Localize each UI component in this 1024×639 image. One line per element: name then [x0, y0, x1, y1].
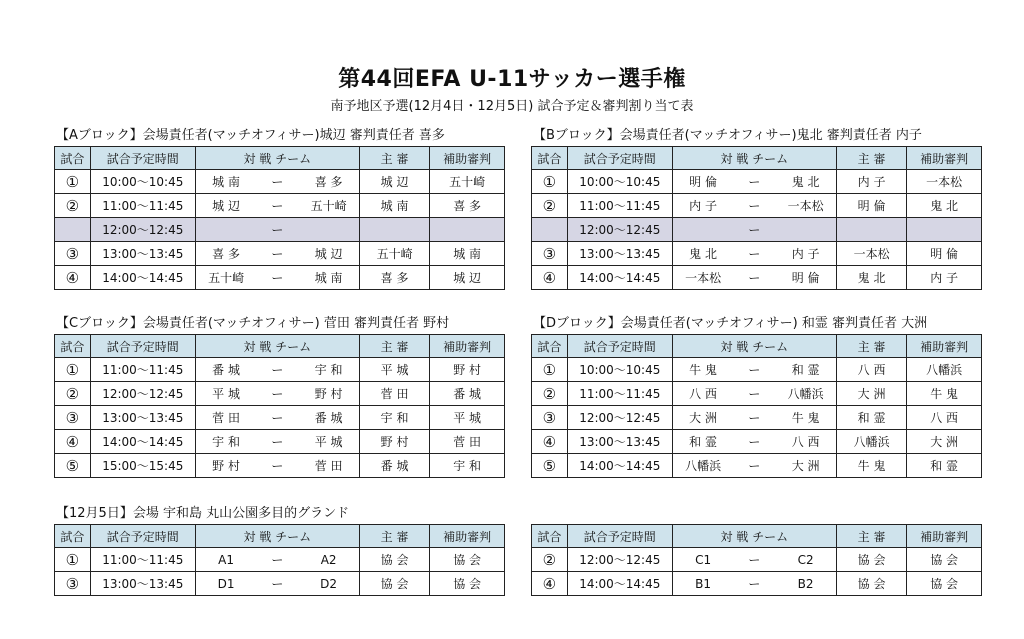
break-empty-cell [430, 218, 505, 242]
assistant-referee: 協 会 [430, 548, 505, 572]
assistant-referee: 一本松 [907, 170, 982, 194]
match-number: ① [532, 170, 568, 194]
versus-dash: ー [256, 382, 298, 406]
break-empty-cell [298, 218, 359, 242]
away-team: 大 洲 [775, 454, 836, 478]
match-number: ⑤ [55, 454, 91, 478]
header-referee: 主 審 [836, 525, 906, 548]
away-team: C2 [775, 548, 836, 572]
match-time: 11:00〜11:45 [90, 548, 195, 572]
match-time: 10:00〜10:45 [567, 358, 672, 382]
match-row [532, 242, 982, 266]
versus-dash: ー [733, 572, 775, 596]
match-time: 12:00〜12:45 [567, 406, 672, 430]
main-referee: 協 会 [359, 572, 429, 596]
break-row [532, 218, 982, 242]
assistant-referee: 八幡浜 [907, 358, 982, 382]
match-number: ④ [55, 430, 91, 454]
match-time: 11:00〜11:45 [90, 358, 195, 382]
header-time: 試合予定時間 [567, 525, 672, 548]
main-referee: 協 会 [836, 548, 906, 572]
home-team: B1 [672, 572, 733, 596]
versus-dash: ー [733, 242, 775, 266]
header-time: 試合予定時間 [90, 147, 195, 170]
match-number: ① [55, 170, 91, 194]
home-team: A1 [195, 548, 256, 572]
header-time: 試合予定時間 [90, 525, 195, 548]
main-referee: 鬼 北 [836, 266, 906, 290]
assistant-referee: 城 辺 [430, 266, 505, 290]
versus-dash: ー [256, 266, 298, 290]
assistant-referee: 五十崎 [430, 170, 505, 194]
main-referee: 協 会 [359, 548, 429, 572]
header-referee: 主 審 [359, 525, 429, 548]
home-team: 明 倫 [672, 170, 733, 194]
home-team: 八 西 [672, 382, 733, 406]
break-empty-cell [359, 218, 429, 242]
page-subtitle: 南予地区予選(12月4日・12月5日) 試合予定＆審判割り当て表 [330, 99, 694, 114]
header-match: 試合 [532, 525, 568, 548]
versus-dash: ー [733, 382, 775, 406]
header-assistant: 補助審判 [907, 335, 982, 358]
away-team: 城 辺 [298, 242, 359, 266]
match-row [532, 194, 982, 218]
main-referee: 八 西 [836, 358, 906, 382]
header-referee: 主 審 [359, 335, 429, 358]
away-team: B2 [775, 572, 836, 596]
home-team: 内 子 [672, 194, 733, 218]
versus-dash: ー [733, 170, 775, 194]
assistant-referee: 協 会 [907, 548, 982, 572]
match-time: 15:00〜15:45 [90, 454, 195, 478]
header-teams: 対 戦 チーム [195, 147, 359, 170]
home-team: 鬼 北 [672, 242, 733, 266]
assistant-referee: 和 霊 [907, 454, 982, 478]
versus-dash: ー [733, 548, 775, 572]
away-team: 喜 多 [298, 170, 359, 194]
main-referee: 番 城 [359, 454, 429, 478]
assistant-referee: 八 西 [907, 406, 982, 430]
match-time: 13:00〜13:45 [90, 406, 195, 430]
break-time: 12:00〜12:45 [567, 218, 672, 242]
header-referee: 主 審 [836, 335, 906, 358]
match-time: 14:00〜14:45 [567, 572, 672, 596]
versus-dash: ー [256, 406, 298, 430]
away-team: 一本松 [775, 194, 836, 218]
versus-dash: ー [733, 266, 775, 290]
match-number: ③ [55, 572, 91, 596]
assistant-referee: 鬼 北 [907, 194, 982, 218]
away-team: 八幡浜 [775, 382, 836, 406]
away-team: 菅 田 [298, 454, 359, 478]
assistant-referee: 宇 和 [430, 454, 505, 478]
header-time: 試合予定時間 [567, 335, 672, 358]
away-team: 八 西 [775, 430, 836, 454]
header-teams: 対 戦 チーム [672, 335, 836, 358]
match-time: 14:00〜14:45 [567, 454, 672, 478]
break-empty-cell [836, 218, 906, 242]
block-b-label: 【Bブロック】会場責任者(マッチオフィサー)鬼北 審判責任者 内子 [533, 128, 922, 143]
away-team: 野 村 [298, 382, 359, 406]
header-match: 試合 [55, 147, 91, 170]
match-row [532, 548, 982, 572]
main-referee: 平 城 [359, 358, 429, 382]
day2-label: 【12月5日】会場 宇和島 丸山公園多目的グランド [56, 506, 350, 521]
header-time: 試合予定時間 [567, 147, 672, 170]
header-assistant: 補助審判 [907, 147, 982, 170]
header-row [55, 147, 505, 170]
break-match-cell [55, 218, 91, 242]
match-row [532, 406, 982, 430]
home-team: 一本松 [672, 266, 733, 290]
match-number: ① [55, 358, 91, 382]
match-row [55, 430, 505, 454]
away-team: 平 城 [298, 430, 359, 454]
match-time: 10:00〜10:45 [567, 170, 672, 194]
header-row [532, 147, 982, 170]
match-time: 14:00〜14:45 [567, 266, 672, 290]
match-number: ⑤ [532, 454, 568, 478]
main-referee: 大 洲 [836, 382, 906, 406]
block-c-label: 【Cブロック】会場責任者(マッチオフィサー) 菅田 審判責任者 野村 [56, 316, 450, 331]
header-teams: 対 戦 チーム [195, 525, 359, 548]
block-a-table [54, 146, 505, 290]
assistant-referee: 番 城 [430, 382, 505, 406]
day2-left-table [54, 524, 505, 596]
match-row [532, 358, 982, 382]
assistant-referee: 野 村 [430, 358, 505, 382]
away-team: 鬼 北 [775, 170, 836, 194]
assistant-referee: 城 南 [430, 242, 505, 266]
header-assistant: 補助審判 [430, 147, 505, 170]
away-team: 和 霊 [775, 358, 836, 382]
versus-dash: ー [256, 358, 298, 382]
match-number: ④ [55, 266, 91, 290]
away-team: A2 [298, 548, 359, 572]
match-time: 14:00〜14:45 [90, 266, 195, 290]
break-empty-cell [775, 218, 836, 242]
header-assistant: 補助審判 [430, 525, 505, 548]
versus-dash: ー [256, 194, 298, 218]
header-match: 試合 [55, 525, 91, 548]
match-time: 11:00〜11:45 [567, 194, 672, 218]
assistant-referee: 協 会 [430, 572, 505, 596]
match-number: ③ [532, 242, 568, 266]
main-referee: 城 南 [359, 194, 429, 218]
break-dash: ー [256, 218, 298, 242]
header-row [532, 335, 982, 358]
header-referee: 主 審 [359, 147, 429, 170]
match-row [55, 194, 505, 218]
match-row [532, 170, 982, 194]
away-team: 牛 鬼 [775, 406, 836, 430]
away-team: 五十崎 [298, 194, 359, 218]
header-row [55, 525, 505, 548]
main-referee: 和 霊 [836, 406, 906, 430]
main-referee: 八幡浜 [836, 430, 906, 454]
header-assistant: 補助審判 [907, 525, 982, 548]
away-team: 内 子 [775, 242, 836, 266]
away-team: 宇 和 [298, 358, 359, 382]
header-teams: 対 戦 チーム [672, 525, 836, 548]
match-time: 13:00〜13:45 [90, 242, 195, 266]
match-number: ② [55, 194, 91, 218]
header-match: 試合 [532, 335, 568, 358]
away-team: D2 [298, 572, 359, 596]
block-b-table [531, 146, 982, 290]
match-number: ④ [532, 572, 568, 596]
versus-dash: ー [256, 548, 298, 572]
main-referee: 宇 和 [359, 406, 429, 430]
home-team: 平 城 [195, 382, 256, 406]
versus-dash: ー [733, 454, 775, 478]
home-team: 菅 田 [195, 406, 256, 430]
home-team: 番 城 [195, 358, 256, 382]
break-row [55, 218, 505, 242]
match-row [532, 454, 982, 478]
assistant-referee: 大 洲 [907, 430, 982, 454]
match-row [532, 266, 982, 290]
match-time: 13:00〜13:45 [567, 242, 672, 266]
match-number: ③ [532, 406, 568, 430]
main-referee: 協 会 [836, 572, 906, 596]
main-referee: 菅 田 [359, 382, 429, 406]
assistant-referee: 平 城 [430, 406, 505, 430]
match-row [532, 430, 982, 454]
match-number: ③ [55, 406, 91, 430]
versus-dash: ー [256, 430, 298, 454]
match-time: 12:00〜12:45 [567, 548, 672, 572]
header-row [532, 525, 982, 548]
header-row [55, 335, 505, 358]
match-row [55, 170, 505, 194]
assistant-referee: 菅 田 [430, 430, 505, 454]
home-team: 城 南 [195, 170, 256, 194]
versus-dash: ー [733, 406, 775, 430]
versus-dash: ー [256, 454, 298, 478]
assistant-referee: 明 倫 [907, 242, 982, 266]
match-row [55, 406, 505, 430]
main-referee: 喜 多 [359, 266, 429, 290]
match-number: ④ [532, 266, 568, 290]
home-team: 大 洲 [672, 406, 733, 430]
match-number: ③ [55, 242, 91, 266]
match-row [55, 454, 505, 478]
match-row [55, 358, 505, 382]
away-team: 番 城 [298, 406, 359, 430]
header-match: 試合 [532, 147, 568, 170]
match-number: ② [532, 194, 568, 218]
match-row [532, 382, 982, 406]
block-d-label: 【Dブロック】会場責任者(マッチオフィサー) 和霊 審判責任者 大洲 [533, 316, 928, 331]
home-team: 城 辺 [195, 194, 256, 218]
main-referee: 五十崎 [359, 242, 429, 266]
main-referee: 内 子 [836, 170, 906, 194]
main-referee: 明 倫 [836, 194, 906, 218]
header-teams: 対 戦 チーム [195, 335, 359, 358]
match-number: ② [55, 382, 91, 406]
match-row [55, 548, 505, 572]
match-row [55, 242, 505, 266]
versus-dash: ー [256, 170, 298, 194]
away-team: 城 南 [298, 266, 359, 290]
match-time: 13:00〜13:45 [567, 430, 672, 454]
break-dash: ー [733, 218, 775, 242]
home-team: 野 村 [195, 454, 256, 478]
break-match-cell [532, 218, 568, 242]
day2-right-table [531, 524, 982, 596]
main-referee: 牛 鬼 [836, 454, 906, 478]
match-time: 10:00〜10:45 [90, 170, 195, 194]
versus-dash: ー [733, 430, 775, 454]
main-referee: 野 村 [359, 430, 429, 454]
assistant-referee: 牛 鬼 [907, 382, 982, 406]
match-time: 14:00〜14:45 [90, 430, 195, 454]
match-time: 12:00〜12:45 [90, 382, 195, 406]
break-time: 12:00〜12:45 [90, 218, 195, 242]
break-empty-cell [672, 218, 733, 242]
main-referee: 一本松 [836, 242, 906, 266]
header-time: 試合予定時間 [90, 335, 195, 358]
header-match: 試合 [55, 335, 91, 358]
match-row [55, 382, 505, 406]
match-time: 11:00〜11:45 [90, 194, 195, 218]
match-time: 13:00〜13:45 [90, 572, 195, 596]
block-a-label: 【Aブロック】会場責任者(マッチオフィサー)城辺 審判責任者 喜多 [56, 128, 445, 143]
block-d-table [531, 334, 982, 478]
versus-dash: ー [733, 358, 775, 382]
home-team: 八幡浜 [672, 454, 733, 478]
versus-dash: ー [733, 194, 775, 218]
break-empty-cell [907, 218, 982, 242]
home-team: 和 霊 [672, 430, 733, 454]
assistant-referee: 喜 多 [430, 194, 505, 218]
home-team: 宇 和 [195, 430, 256, 454]
match-time: 11:00〜11:45 [567, 382, 672, 406]
match-number: ① [55, 548, 91, 572]
match-row [532, 572, 982, 596]
header-assistant: 補助審判 [430, 335, 505, 358]
assistant-referee: 協 会 [907, 572, 982, 596]
page-title: 第44回EFA U-11サッカー選手権 [338, 67, 686, 92]
break-empty-cell [195, 218, 256, 242]
home-team: 五十崎 [195, 266, 256, 290]
match-number: ① [532, 358, 568, 382]
match-number: ② [532, 382, 568, 406]
match-row [55, 266, 505, 290]
header-referee: 主 審 [836, 147, 906, 170]
home-team: D1 [195, 572, 256, 596]
match-row [55, 572, 505, 596]
versus-dash: ー [256, 572, 298, 596]
home-team: 喜 多 [195, 242, 256, 266]
block-c-table [54, 334, 505, 478]
versus-dash: ー [256, 242, 298, 266]
home-team: C1 [672, 548, 733, 572]
header-teams: 対 戦 チーム [672, 147, 836, 170]
assistant-referee: 内 子 [907, 266, 982, 290]
match-number: ② [532, 548, 568, 572]
match-number: ④ [532, 430, 568, 454]
away-team: 明 倫 [775, 266, 836, 290]
home-team: 牛 鬼 [672, 358, 733, 382]
main-referee: 城 辺 [359, 170, 429, 194]
